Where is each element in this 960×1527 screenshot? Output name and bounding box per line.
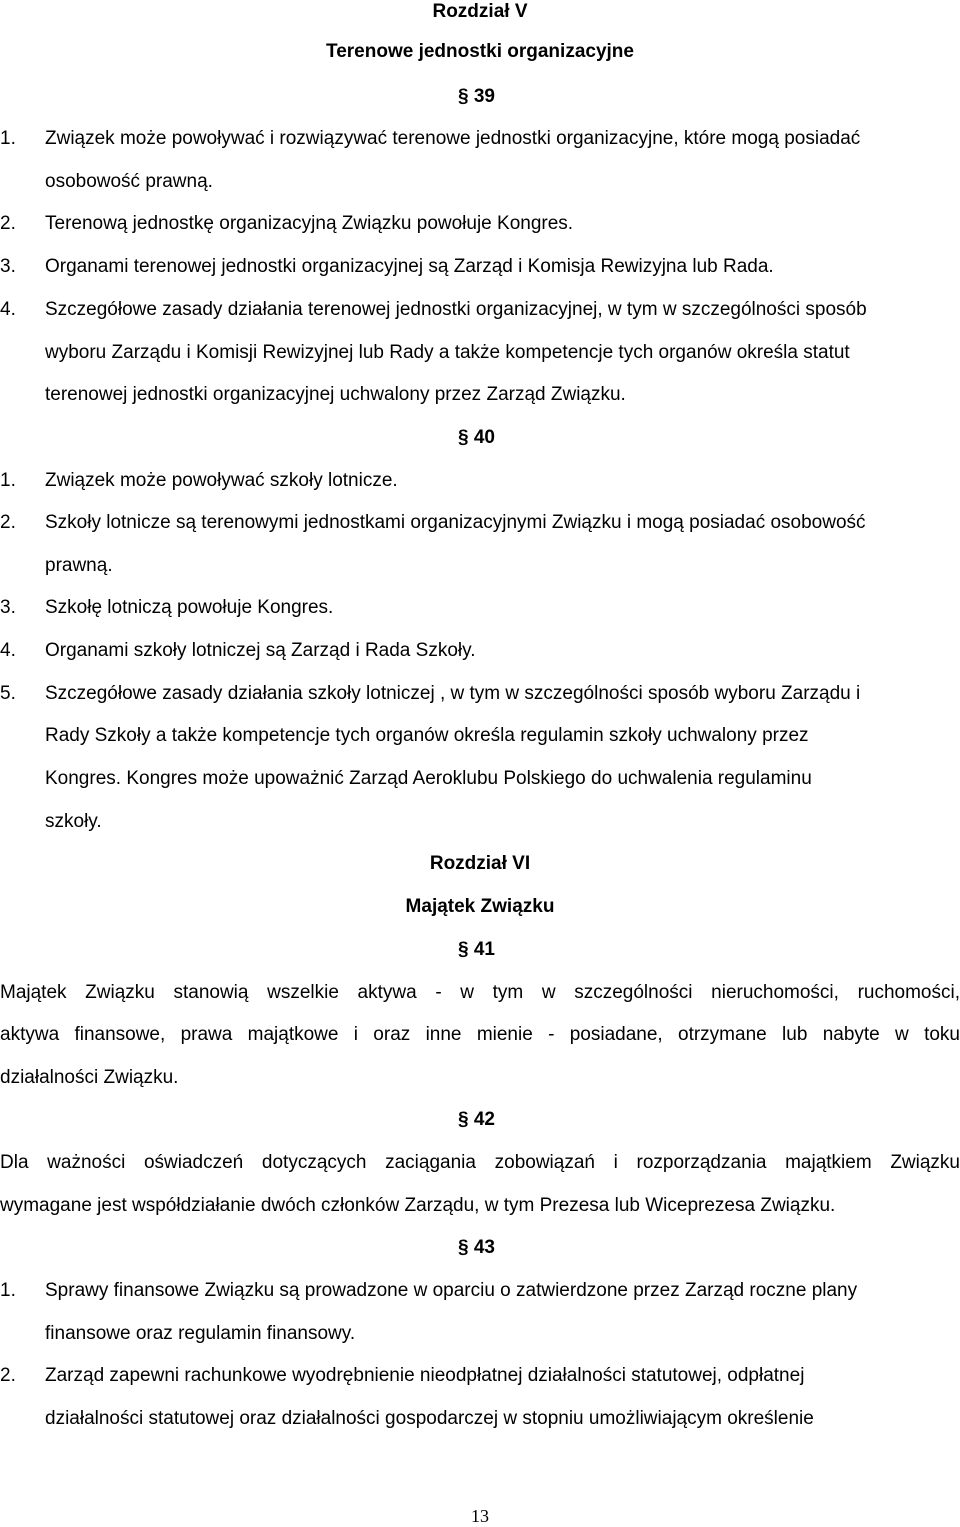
chapter-subtitle: Majątek Związku	[405, 896, 555, 917]
chapter-title: Rozdział V	[432, 1, 528, 22]
page-number: 13	[471, 1506, 489, 1526]
chapter-subtitle: Terenowe jednostki organizacyjne	[326, 41, 634, 62]
chapter-title: Rozdział VI	[429, 853, 531, 874]
